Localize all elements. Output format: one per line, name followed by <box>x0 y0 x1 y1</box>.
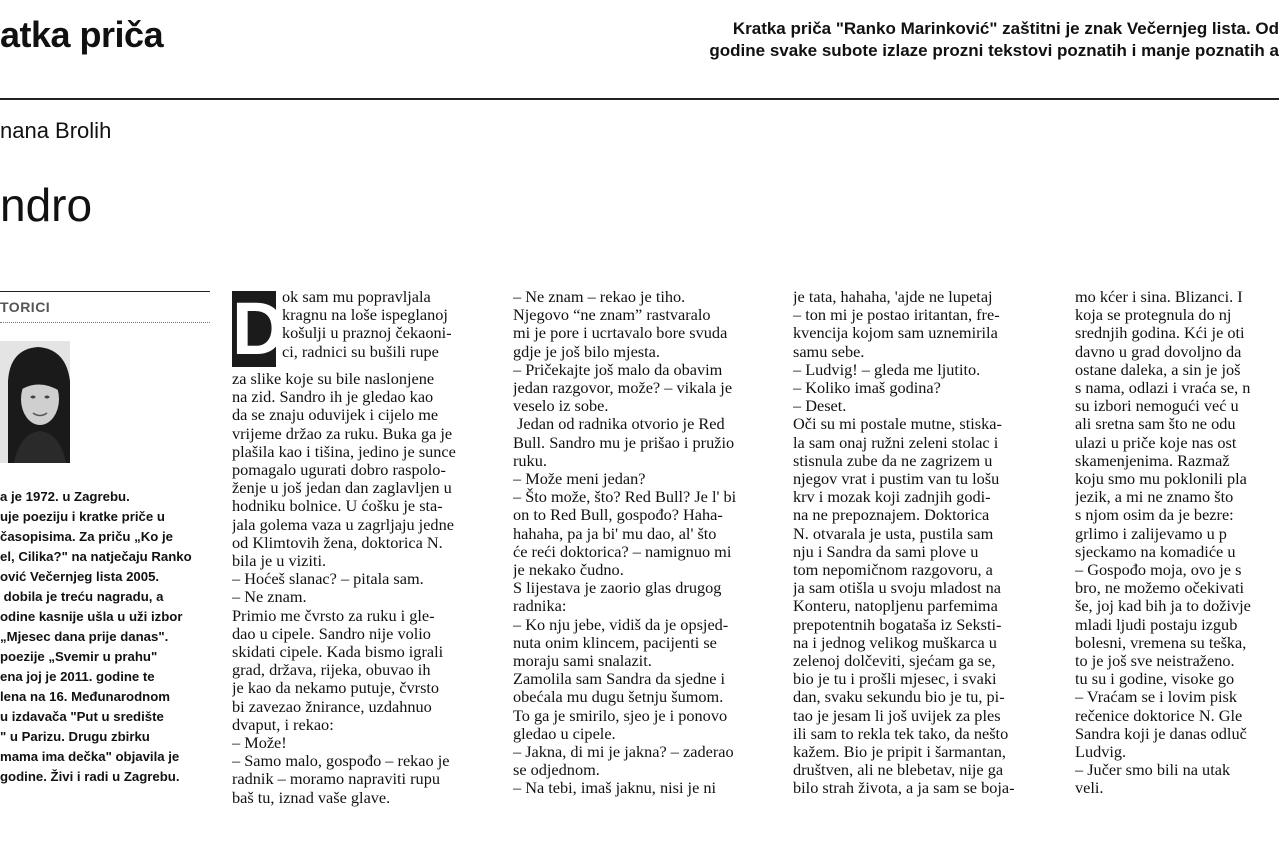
sidebar-top-divider <box>0 291 210 292</box>
story-title: ndro <box>0 179 93 231</box>
text-column-2: – Ne znam – rekao je tiho. Njegovo “ne znam” rastvaralo mi je pore i ucrtavalo bore svuda gdje je još bilo mjesta. – Pričekajte još malo da obavim jedan razgovor, može? – vikala je veselo iz sobe. Jedan od radnika otvorio je Red Bull. Sandro mu je prišao i pružio ruku. – Može meni jedan? – Što može, što? Red Bull? Je l' bi on to Red Bull, gospođo? Haha- hahaha, pa ja bi' mu dao, al' što će reći doktorica? – namignuo mi je nekako čudno. S lijestava je zaorio glas drugog radnika: – Ko nju jebe, vidiš da je opsjed- nuta onim klincem, pacijenti se moraju sami snalazit. Zamolila sam Sandra da sjedne i obećala mu dugu šetnju šumom. To ga je smirilo, sjeo je i ponovo gledao u cipele. – Jakna, di mi je jakna? – zaderao se odjednom. – Na tebi, imaš jaknu, nisi je ni <box>513 288 737 798</box>
sidebar-dotted-divider <box>0 322 210 323</box>
author-photo <box>0 341 70 463</box>
text-column-4: mo kćer i sina. Blizanci. I koja se protegnula do nj srednjih godina. Kći je oti davno u grad dovoljno da ostane daleka, a sin je još s nama, odlazi i vraća se, n su izbori nemogući već u ali sretna sam što ne odu ulazi u priče koje nas ost skamenjenima. Razmaž koju smo mu poklonili pla jezik, a mi ne znamo što s njom osim da je bezre: grlimo i zalijevamo u p sjeckamo na komadiće u – Gospođo moja, ovo je s bro, ne možemo očekivati še, joj kad bih ja to doživje mladi ljudi postaju izgub bolesni, vremena su teška, to je još sve neistraženo. tu su i godine, visoke go – Vraćam se i lovim pisk rečenice doktorice N. Gle Sandra koji je danas odluč Ludvig. – Jučer smo bili na utak veli. <box>1075 288 1251 798</box>
header-divider <box>0 98 1279 100</box>
author-name: nana Brolih <box>0 118 112 143</box>
sidebar-heading: TORICI <box>0 299 51 315</box>
section-note-line-1: Kratka priča "Ranko Marinković" zaštitni je znak Večernjeg lista. Od <box>732 19 1279 38</box>
section-note-line-2: godine svake subote izlaze prozni tekstovi poznatih i manje poznatih a <box>709 41 1279 60</box>
section-title: atka priča <box>0 14 164 55</box>
text-column-3: je tata, hahaha, 'ajde ne lupetaj – ton mi je postao iritantan, fre- kvencija kojom sam uznemirila samu sebe. – Ludvig! – gleda me ljutito. – Koliko imaš godina? – Deset. Oči su mi postale mutne, stiska- la sam onaj ružni zeleni stolac i stisnula zube da ne zagrizem u njegov vrat i pustim van tu lošu krv i mozak koji zadnjih godi- na ne prepoznajem. Doktorica N. otvarala je usta, pustila sam nju i Sandra da sami plove u tom nepomičnom razgovoru, a ja sam otišla u svoju mladost na Konteru, natopljenu parfemima prepotentnih bogataša iz Seksti- na i jednog velikog muškarca u zelenoj dolčeviti, sjećam ga se, bio je tu i prošli mjesec, i svaki dan, svaku sekundu bio je tu, pi- tao je jesam li još uvijek za ples ili sam to rekla tek tako, da nešto kažem. Bio je pripit i šarmantan, društven, ali ne blebetav, nije ga bilo strah života, a ja sam se boja- <box>793 288 1015 798</box>
section-note <box>659 18 1279 62</box>
author-portrait-image <box>0 341 70 463</box>
text-column-1: za slike koje su bile naslonjene na zid. Sandro ih je gledao kao da se znaju oduvijek i cijelo me vrijeme držao za ruku. Buka ga je plašila kao i tišina, jedino je sunce pomagalo ugurati dobro raspolo- ženje u još jedan dan zaglavljen u hodniku bolnice. U ćošku je sta- jala golema vaza u zagrljaju jedne od Klimtovih žena, doktorica N. bila je u viziti. – Hoćeš slanac? – pitala sam. – Ne znam. Primio me čvrsto za ruku i gle- dao u cipele. Sandro nije volio skidati cipele. Kada bismo igrali grad, država, rijeka, obuvao ih je kao da nekamo putuje, čvrsto bi zavezao žnirance, uzdahnuo dvaput, i rekao: – Može! – Samo malo, gospođo – rekao je radnik – moramo napraviti rupu baš tu, iznad vaše glave. <box>232 370 456 807</box>
author-bio: a je 1972. u Zagrebu. uje poeziju i kratke priče u časopisima. Za priču „Ko je el, Cilika?" na natječaju Ranko ović Večernjeg lista 2005. dobila je treću nagradu, a odine kasnije ušla u uži izbor „Mjesec dana prije danas". poezije „Svemir u prahu" ena joj je 2011. godine te lena na 16. Međunarodnom u izdavača "Put u središte " u Parizu. Drugu zbirku mama ima dečka" objavila je godine. Živi i radi u Zagrebu. <box>0 489 192 784</box>
column-1-opening: ok sam mu popravljala kragnu na loše ispeglanoj košulji u praznoj čekaoni- ci, radnici su bušili rupe <box>282 287 452 361</box>
drop-cap: D <box>232 287 286 370</box>
